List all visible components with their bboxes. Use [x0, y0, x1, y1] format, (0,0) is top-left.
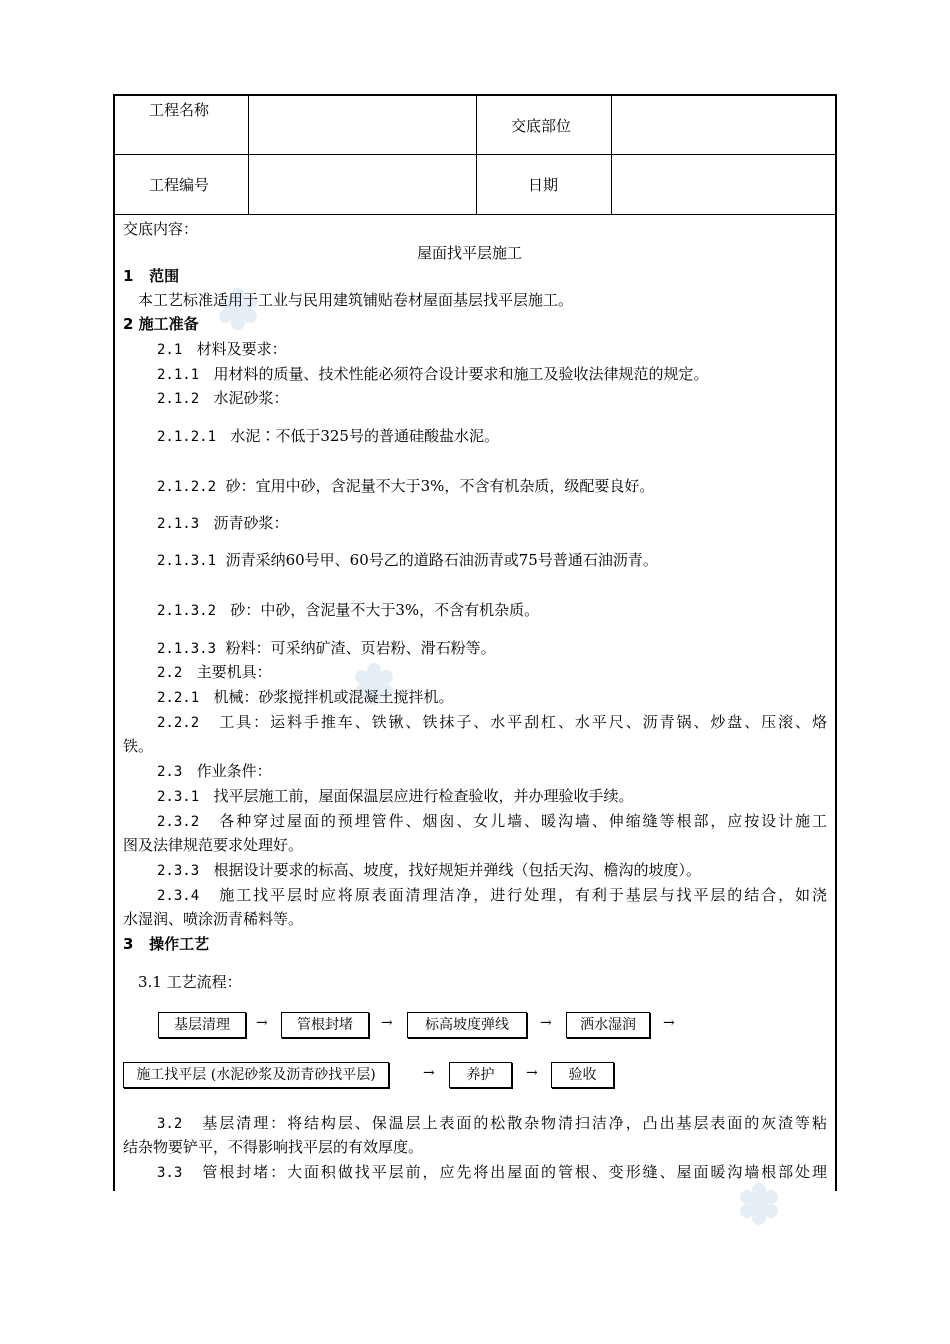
flow-arrow: → [381, 1015, 393, 1031]
project-number-value[interactable] [255, 176, 470, 194]
list-item: 2.2 主要机具： [157, 663, 272, 681]
handover-part-value[interactable] [618, 116, 828, 134]
list-item-continuation: 结杂物要铲平，不得影响找平层的有效厚度。 [123, 1138, 424, 1156]
document-title: 屋面找平层施工 [417, 244, 523, 262]
flow-step-curing: 养护 [449, 1062, 512, 1088]
list-item: 2.1 材料及要求： [157, 340, 287, 358]
flow-step-elevation-line: 标高坡度弹线 [407, 1012, 527, 1038]
flow-step-base-cleaning: 基层清理 [158, 1012, 246, 1038]
list-item: 2.1.3.3 粉料：可采纳矿渣、页岩粉、滑石粉等。 [157, 639, 496, 657]
date-label: 日期 [528, 176, 559, 194]
flow-arrow: → [540, 1015, 552, 1031]
section-2-heading: 2 施工准备 [123, 315, 199, 333]
list-item: 2.3.2 各种穿过屋面的预埋管件、烟囱、女儿墙、暖沟墙、伸缩缝等根部，应按设计施工 [157, 812, 827, 830]
flow-step-pipe-sealing: 管根封堵 [281, 1012, 369, 1038]
list-item: 2.1.3.1 沥青采纳60号甲、60号乙的道路石油沥青或75号普通石油沥青。 [157, 551, 658, 569]
list-item: 2.1.2 水泥砂浆： [157, 389, 289, 407]
list-item: 2.1.3 沥青砂浆： [157, 514, 289, 532]
list-item-continuation: 图及法律规范要求处理好。 [123, 836, 304, 854]
handover-content [115, 214, 835, 1189]
project-name-label: 工程名称 [149, 101, 210, 119]
handover-part-label: 交底部位 [511, 117, 572, 135]
list-item: 3.1 工艺流程： [138, 973, 242, 991]
flow-arrow: → [256, 1015, 268, 1031]
handover-form [113, 94, 837, 1191]
section-3-heading: 3 操作工艺 [123, 935, 210, 953]
flow-step-acceptance: 验收 [551, 1062, 614, 1088]
project-number-label: 工程编号 [149, 176, 210, 194]
list-item: 2.2.1 机械：砂浆搅拌机或混凝土搅拌机。 [157, 688, 454, 706]
list-item: 2.3.1 找平层施工前，屋面保温层应进行检查验收，并办理验收手续。 [157, 787, 634, 805]
list-item: 2.1.3.2 砂：中砂，含泥量不大于3%，不含有机杂质。 [157, 601, 540, 619]
flow-step-wetting: 洒水湿润 [566, 1012, 650, 1038]
flow-arrow: → [423, 1065, 435, 1081]
section-1-text: 本工艺标准适用于工业与民用建筑铺贴卷材屋面基层找平层施工。 [138, 291, 574, 309]
list-item: 2.1.2.2 砂：宜用中砂，含泥量不大于3%，不含有机杂质，级配要良好。 [157, 477, 655, 495]
list-item: 2.1.2.1 水泥∶不低于325号的普通硅酸盐水泥。 [157, 427, 499, 445]
flow-step-leveling-layer: 施工找平层 (水泥砂浆及沥青砂找平层) [123, 1062, 389, 1088]
list-item-continuation: 铁。 [123, 737, 154, 755]
list-item: 2.3.4 施工找平层时应将原表面清理洁净，进行处理，有利于基层与找平层的结合，如浇 [157, 886, 827, 904]
list-item: 2.2.2 工具：运料手推车、铁锹、铁抹子、水平刮杠、水平尺、沥青锅、炒盘、压滚、烙 [157, 713, 827, 731]
list-item: 2.3 作业条件： [157, 762, 272, 780]
list-item-continuation: 水湿润、喷涂沥青稀料等。 [123, 910, 304, 928]
list-item: 2.3.3 根据设计要求的标高、坡度，找好规矩并弹线（包括天沟、檐沟的坡度）。 [157, 861, 701, 879]
project-name-value[interactable] [255, 116, 470, 134]
list-item: 3.2 基层清理：将结构层、保温层上表面的松散杂物清扫洁净，凸出基层表面的灰渣等粘 [157, 1114, 827, 1132]
date-value[interactable] [618, 176, 828, 194]
section-1-heading: 1 范围 [123, 267, 180, 285]
flow-arrow: → [526, 1065, 538, 1081]
list-item: 2.1.1 用材料的质量、技术性能必须符合设计要求和施工及验收法律规范的规定。 [157, 365, 709, 383]
flow-arrow: → [663, 1015, 675, 1031]
content-intro: 交底内容： [123, 220, 199, 238]
list-item: 3.3 管根封堵：大面积做找平层前，应先将出屋面的管根、变形缝、屋面暖沟墙根部处理 [157, 1163, 827, 1181]
header-table [115, 96, 835, 214]
